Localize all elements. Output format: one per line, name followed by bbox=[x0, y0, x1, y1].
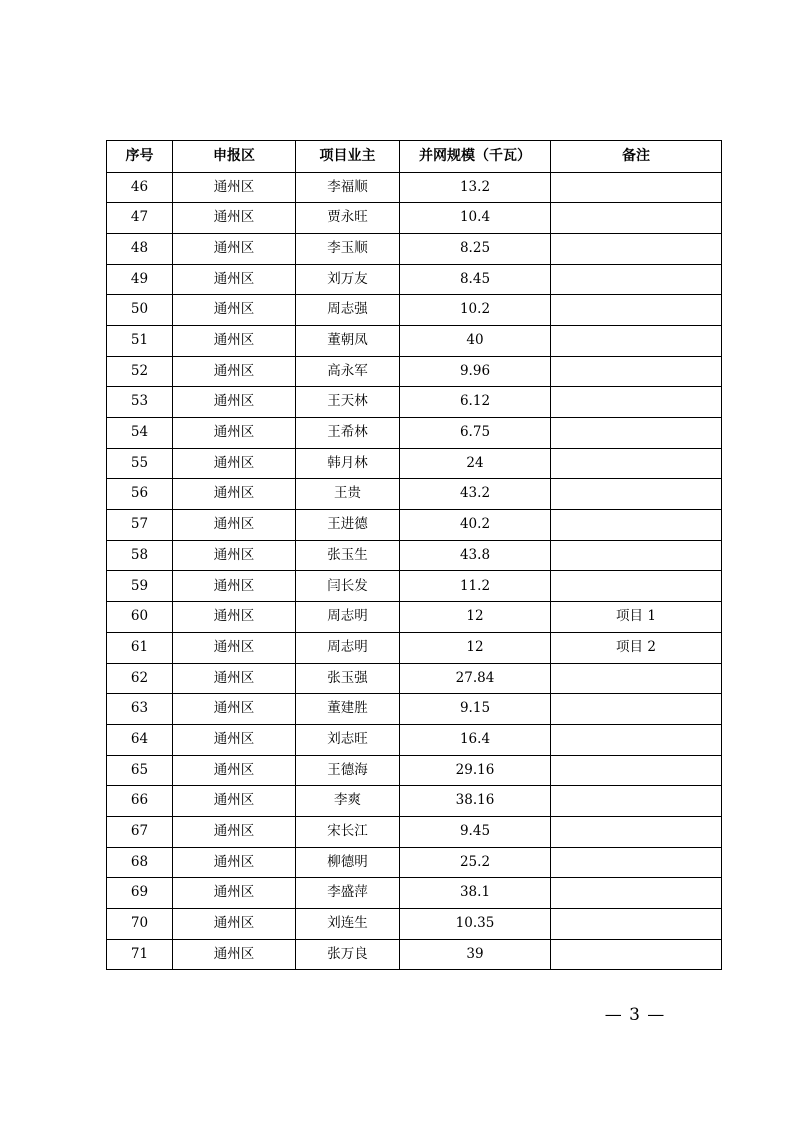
cell-capacity: 8.25 bbox=[400, 233, 551, 264]
cell-district: 通州区 bbox=[173, 694, 296, 725]
cell-district: 通州区 bbox=[173, 602, 296, 633]
cell-remarks bbox=[551, 295, 722, 326]
table-row bbox=[107, 755, 722, 786]
cell-index: 68 bbox=[107, 847, 173, 878]
cell-index: 49 bbox=[107, 264, 173, 295]
cell-district: 通州区 bbox=[173, 878, 296, 909]
header-capacity: 并网规模（千瓦） bbox=[400, 141, 551, 173]
table-row bbox=[107, 356, 722, 387]
cell-capacity: 25.2 bbox=[400, 847, 551, 878]
cell-district: 通州区 bbox=[173, 172, 296, 203]
cell-district: 通州区 bbox=[173, 233, 296, 264]
table-row bbox=[107, 418, 722, 449]
cell-owner: 刘志旺 bbox=[296, 724, 400, 755]
cell-owner: 王天林 bbox=[296, 387, 400, 418]
cell-capacity: 43.8 bbox=[400, 540, 551, 571]
table-row bbox=[107, 203, 722, 234]
cell-index: 64 bbox=[107, 724, 173, 755]
cell-index: 65 bbox=[107, 755, 173, 786]
cell-index: 52 bbox=[107, 356, 173, 387]
cell-remarks bbox=[551, 571, 722, 602]
document-table-container bbox=[106, 140, 721, 970]
cell-remarks bbox=[551, 755, 722, 786]
cell-district: 通州区 bbox=[173, 786, 296, 817]
cell-index: 63 bbox=[107, 694, 173, 725]
cell-owner: 高永军 bbox=[296, 356, 400, 387]
cell-index: 67 bbox=[107, 816, 173, 847]
table-row bbox=[107, 786, 722, 817]
cell-district: 通州区 bbox=[173, 755, 296, 786]
cell-capacity: 8.45 bbox=[400, 264, 551, 295]
cell-index: 59 bbox=[107, 571, 173, 602]
cell-index: 70 bbox=[107, 909, 173, 940]
cell-remarks bbox=[551, 325, 722, 356]
cell-capacity: 38.1 bbox=[400, 878, 551, 909]
cell-district: 通州区 bbox=[173, 632, 296, 663]
cell-owner: 刘连生 bbox=[296, 909, 400, 940]
cell-district: 通州区 bbox=[173, 479, 296, 510]
table-row bbox=[107, 847, 722, 878]
cell-index: 62 bbox=[107, 663, 173, 694]
cell-remarks bbox=[551, 203, 722, 234]
cell-capacity: 13.2 bbox=[400, 172, 551, 203]
cell-owner: 王德海 bbox=[296, 755, 400, 786]
cell-index: 60 bbox=[107, 602, 173, 633]
cell-capacity: 24 bbox=[400, 448, 551, 479]
cell-index: 58 bbox=[107, 540, 173, 571]
table-row bbox=[107, 724, 722, 755]
cell-owner: 周志明 bbox=[296, 602, 400, 633]
table-row bbox=[107, 878, 722, 909]
cell-remarks bbox=[551, 448, 722, 479]
cell-owner: 李玉顺 bbox=[296, 233, 400, 264]
cell-index: 53 bbox=[107, 387, 173, 418]
cell-capacity: 12 bbox=[400, 602, 551, 633]
cell-capacity: 40.2 bbox=[400, 510, 551, 541]
cell-capacity: 6.12 bbox=[400, 387, 551, 418]
cell-owner: 柳德明 bbox=[296, 847, 400, 878]
page-number: — 3 — bbox=[604, 1005, 666, 1025]
cell-remarks bbox=[551, 356, 722, 387]
table-row bbox=[107, 233, 722, 264]
cell-district: 通州区 bbox=[173, 295, 296, 326]
cell-index: 55 bbox=[107, 448, 173, 479]
header-district: 申报区 bbox=[173, 141, 296, 173]
table-row bbox=[107, 387, 722, 418]
table-row bbox=[107, 540, 722, 571]
table-row bbox=[107, 172, 722, 203]
table-row bbox=[107, 510, 722, 541]
cell-owner: 闫长发 bbox=[296, 571, 400, 602]
cell-owner: 李福顺 bbox=[296, 172, 400, 203]
table-row bbox=[107, 816, 722, 847]
cell-owner: 李爽 bbox=[296, 786, 400, 817]
cell-capacity: 29.16 bbox=[400, 755, 551, 786]
table-row bbox=[107, 295, 722, 326]
cell-district: 通州区 bbox=[173, 847, 296, 878]
cell-owner: 董建胜 bbox=[296, 694, 400, 725]
cell-owner: 张万良 bbox=[296, 939, 400, 970]
cell-index: 51 bbox=[107, 325, 173, 356]
cell-remarks bbox=[551, 724, 722, 755]
cell-owner: 周志强 bbox=[296, 295, 400, 326]
table-row bbox=[107, 694, 722, 725]
cell-owner: 贾永旺 bbox=[296, 203, 400, 234]
cell-district: 通州区 bbox=[173, 540, 296, 571]
cell-owner: 王贵 bbox=[296, 479, 400, 510]
table-header-row bbox=[107, 141, 722, 173]
cell-capacity: 10.35 bbox=[400, 909, 551, 940]
table-row bbox=[107, 479, 722, 510]
cell-owner: 张玉强 bbox=[296, 663, 400, 694]
cell-index: 46 bbox=[107, 172, 173, 203]
cell-owner: 周志明 bbox=[296, 632, 400, 663]
cell-capacity: 9.96 bbox=[400, 356, 551, 387]
cell-district: 通州区 bbox=[173, 203, 296, 234]
cell-district: 通州区 bbox=[173, 816, 296, 847]
cell-remarks bbox=[551, 172, 722, 203]
table-row bbox=[107, 325, 722, 356]
header-index: 序号 bbox=[107, 141, 173, 173]
cell-capacity: 10.4 bbox=[400, 203, 551, 234]
cell-capacity: 39 bbox=[400, 939, 551, 970]
cell-remarks: 项目 2 bbox=[551, 632, 722, 663]
cell-remarks bbox=[551, 847, 722, 878]
cell-capacity: 10.2 bbox=[400, 295, 551, 326]
cell-remarks: 项目 1 bbox=[551, 602, 722, 633]
cell-owner: 宋长江 bbox=[296, 816, 400, 847]
cell-remarks bbox=[551, 418, 722, 449]
cell-index: 66 bbox=[107, 786, 173, 817]
cell-owner: 董朝凤 bbox=[296, 325, 400, 356]
cell-remarks bbox=[551, 387, 722, 418]
header-remarks: 备注 bbox=[551, 141, 722, 173]
cell-remarks bbox=[551, 479, 722, 510]
cell-index: 48 bbox=[107, 233, 173, 264]
cell-remarks bbox=[551, 694, 722, 725]
cell-district: 通州区 bbox=[173, 448, 296, 479]
cell-remarks bbox=[551, 233, 722, 264]
cell-district: 通州区 bbox=[173, 663, 296, 694]
table-row bbox=[107, 264, 722, 295]
cell-remarks bbox=[551, 939, 722, 970]
header-owner: 项目业主 bbox=[296, 141, 400, 173]
cell-district: 通州区 bbox=[173, 571, 296, 602]
cell-index: 61 bbox=[107, 632, 173, 663]
cell-remarks bbox=[551, 510, 722, 541]
cell-district: 通州区 bbox=[173, 724, 296, 755]
cell-index: 50 bbox=[107, 295, 173, 326]
cell-owner: 王希林 bbox=[296, 418, 400, 449]
cell-owner: 韩月林 bbox=[296, 448, 400, 479]
cell-district: 通州区 bbox=[173, 356, 296, 387]
cell-index: 57 bbox=[107, 510, 173, 541]
cell-remarks bbox=[551, 540, 722, 571]
cell-district: 通州区 bbox=[173, 325, 296, 356]
cell-capacity: 6.75 bbox=[400, 418, 551, 449]
cell-remarks bbox=[551, 816, 722, 847]
cell-district: 通州区 bbox=[173, 939, 296, 970]
cell-remarks bbox=[551, 264, 722, 295]
cell-district: 通州区 bbox=[173, 909, 296, 940]
cell-district: 通州区 bbox=[173, 264, 296, 295]
cell-capacity: 16.4 bbox=[400, 724, 551, 755]
cell-district: 通州区 bbox=[173, 387, 296, 418]
cell-owner: 李盛萍 bbox=[296, 878, 400, 909]
table-row bbox=[107, 909, 722, 940]
project-table bbox=[106, 140, 722, 970]
cell-index: 54 bbox=[107, 418, 173, 449]
table-row bbox=[107, 602, 722, 633]
cell-capacity: 9.15 bbox=[400, 694, 551, 725]
cell-owner: 张玉生 bbox=[296, 540, 400, 571]
cell-owner: 刘万友 bbox=[296, 264, 400, 295]
cell-index: 69 bbox=[107, 878, 173, 909]
table-row bbox=[107, 663, 722, 694]
cell-capacity: 11.2 bbox=[400, 571, 551, 602]
table-row bbox=[107, 632, 722, 663]
cell-remarks bbox=[551, 786, 722, 817]
cell-remarks bbox=[551, 663, 722, 694]
table-body bbox=[107, 172, 722, 970]
table-row bbox=[107, 939, 722, 970]
cell-capacity: 27.84 bbox=[400, 663, 551, 694]
cell-index: 47 bbox=[107, 203, 173, 234]
cell-remarks bbox=[551, 878, 722, 909]
cell-capacity: 40 bbox=[400, 325, 551, 356]
cell-index: 56 bbox=[107, 479, 173, 510]
cell-district: 通州区 bbox=[173, 510, 296, 541]
cell-owner: 王进德 bbox=[296, 510, 400, 541]
cell-capacity: 9.45 bbox=[400, 816, 551, 847]
cell-capacity: 43.2 bbox=[400, 479, 551, 510]
cell-capacity: 12 bbox=[400, 632, 551, 663]
table-row bbox=[107, 571, 722, 602]
cell-district: 通州区 bbox=[173, 418, 296, 449]
cell-index: 71 bbox=[107, 939, 173, 970]
cell-capacity: 38.16 bbox=[400, 786, 551, 817]
cell-remarks bbox=[551, 909, 722, 940]
table-row bbox=[107, 448, 722, 479]
